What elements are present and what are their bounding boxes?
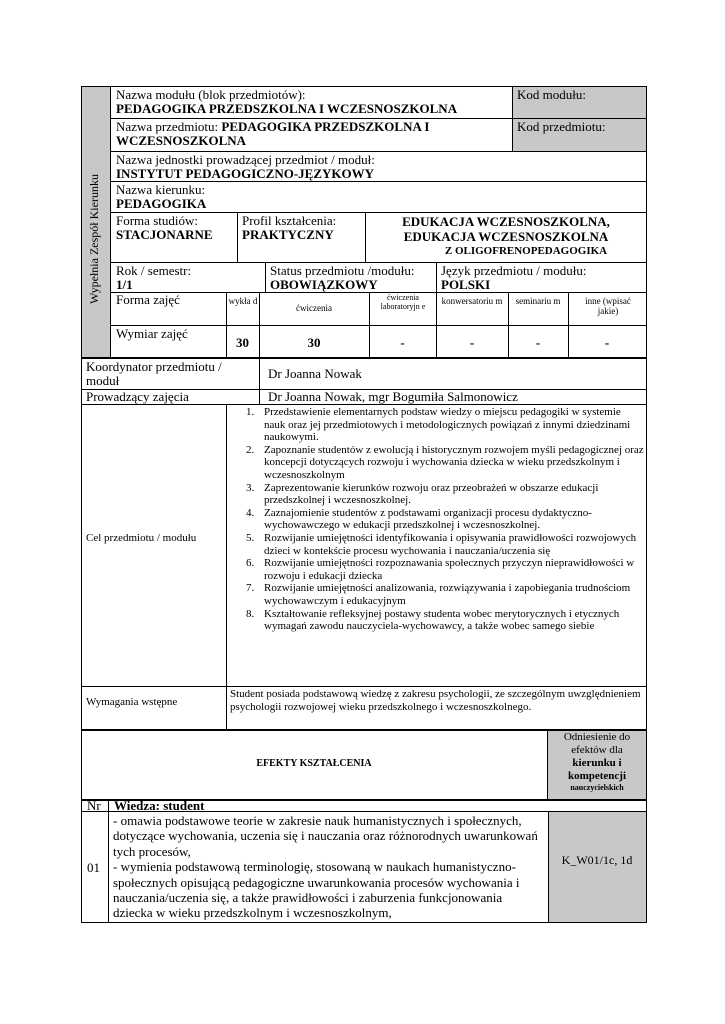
outcomes-ref-line3: kierunku i — [572, 757, 622, 769]
goal-number: 4. — [246, 506, 255, 519]
outcome-row-ref: K_W01/1c, 1d — [561, 854, 633, 867]
language-label: Język przedmiotu / modułu: — [441, 264, 587, 278]
module-cell — [116, 88, 510, 118]
year-label: Rok / semestr: — [116, 264, 192, 278]
hours-exercises: 30 — [307, 336, 321, 350]
coordinator-label: Koordynator przedmiotu / moduł — [86, 360, 222, 388]
goal-text: Rozwijanie umiejętności rozpoznawania społecznych przyczyn nieprawidłowości w rozwoju i edukacji dziecka — [264, 557, 635, 582]
class-form-label: Forma zajęć — [116, 293, 180, 307]
subject-label: Nazwa przedmiotu: — [116, 120, 219, 134]
year-cell — [116, 264, 264, 292]
goal-item — [230, 532, 644, 557]
class-form-conversation: konwersatoriu m — [441, 296, 503, 306]
profile-value: PRAKTYCZNY — [242, 227, 334, 242]
nr-label: Nr — [87, 799, 101, 812]
goal-number: 3. — [246, 481, 255, 494]
study-form-cell — [116, 214, 236, 260]
field-label: Nazwa kierunku: — [116, 183, 206, 197]
goals-label: Cel przedmiotu / modułu — [86, 532, 197, 544]
goal-item — [230, 582, 644, 607]
subject-cell — [116, 120, 510, 151]
goal-item — [230, 444, 644, 482]
unit-label: Nazwa jednostki prowadzącej przedmiot / moduł: — [116, 153, 375, 167]
goal-number: 8. — [246, 607, 255, 620]
outcomes-ref-line4: kompetencji — [567, 770, 627, 782]
goal-item — [230, 482, 644, 507]
goal-text: Kształtowanie refleksyjnej postawy studenta wobec merytorycznych i etycznych wymagań zawodu nauczyciela-wychowawcy, a także wobec samego siebie — [264, 607, 620, 633]
field-value: PEDAGOGIKA — [116, 196, 207, 211]
hours-lab: - — [400, 336, 405, 350]
knowledge-label: Wiedza: student — [114, 799, 205, 812]
hours-lecture: 30 — [236, 336, 249, 350]
module-value: PEDAGOGIKA PRZEDSZKOLNA I WCZESNOSZKOLNA — [116, 101, 458, 116]
goal-item — [230, 557, 644, 582]
outcomes-ref-line2: efektów dla — [571, 744, 623, 756]
study-form-label: Forma studiów: — [116, 214, 198, 228]
specialty-cell — [366, 214, 646, 262]
hours-other: - — [604, 336, 610, 350]
goal-text: Zapoznanie studentów z ewolucją i historycznym rozwojem myśli pedagogicznej oraz koncepcji dotyczących rozwoju i wychowania dziecka w wieku przedszkolnym i wczesnoszkolnym — [264, 443, 644, 481]
goal-number: 7. — [246, 582, 255, 595]
year-value: 1/1 — [116, 277, 133, 292]
vertical-side-label: Wypełnia Zespół Kierunku — [87, 174, 101, 304]
goal-number: 1. — [246, 406, 255, 418]
coordinator-value: Dr Joanna Nowak — [268, 367, 362, 381]
goal-item — [230, 507, 644, 532]
module-code-label: Kod modułu: — [517, 88, 586, 102]
status-value: OBOWIĄZKOWY — [270, 277, 378, 292]
goal-item — [230, 406, 644, 444]
prereq-value: Student posiada podstawową wiedzę z zakresu psychologii, ze szczególnym uwzględnieniem psychologii rozwojowej wieku przedszkolnego i wczesnoszkolnego. — [230, 688, 641, 713]
study-form-value: STACJONARNE — [116, 227, 213, 242]
outcome-row-text: - omawia podstawowe teorie w zakresie nauk humanistycznych i społecznych, dotyczące wychowania, uczenia się i nauczania oraz różnorodnych uwarunkowań tych procesów, - wymienia podstawową terminologię, stosowaną w naukach humanistyczno-społecznych opisującą pedagogiczne uwarunkowania procesów wychowania i nauczania/uczenia się, a także prawidłowości i zaburzenia funkcjonowania dziecka w wieku przedszkolnym i wczesnoszkolnym, — [113, 813, 538, 921]
goal-number: 5. — [246, 531, 255, 544]
hours-label: Wymiar zajęć — [116, 327, 188, 341]
goal-number: 2. — [246, 443, 255, 456]
unit-cell — [116, 153, 636, 181]
hours-conversation: - — [469, 336, 475, 350]
specialty-line2: EDUKACJA WCZESNOSZKOLNA — [403, 229, 609, 244]
class-form-lecture: wykła d — [228, 296, 258, 306]
outcomes-title: EFEKTY KSZTAŁCENIA — [256, 758, 372, 769]
subject-value-line1: PEDAGOGIKA PRZEDSZKOLNA I — [221, 120, 430, 134]
subject-code-label: Kod przedmiotu: — [517, 120, 606, 134]
module-label: Nazwa modułu (blok przedmiotów): — [116, 88, 306, 102]
class-form-seminar: seminariu m — [515, 296, 561, 306]
class-form-lab: ćwiczenia laboratoryjn e — [380, 293, 426, 311]
goal-text: Rozwijanie umiejętności identyfikowania i opisywania prawidłowości rozwojowych dzieci w kontekście procesu wychowania i nauczania/uczenia się — [264, 531, 637, 557]
field-cell — [116, 183, 636, 212]
goal-number: 6. — [246, 557, 255, 570]
goal-text: Rozwijanie umiejętności analizowania, rozwiązywania i zapobiegania trudnościom wychowawczym i edukacyjnym — [264, 582, 631, 607]
specialty-line1: EDUKACJA WCZESNOSZKOLNA, — [402, 214, 610, 229]
row1-ref-background — [548, 812, 646, 922]
class-form-exercises: ćwiczenia — [296, 303, 332, 313]
class-form-other: inne (wpisać jakie) — [585, 296, 631, 316]
goal-text: Zaznajomienie studentów z podstawami organizacji procesu dydaktyczno-wychowawczego w edukacji przedszkolnej i wczesnoszkolnej. — [264, 506, 592, 532]
teachers-value: Dr Joanna Nowak, mgr Bogumiła Salmonowicz — [268, 390, 518, 404]
outcomes-ref-header — [548, 731, 646, 799]
hours-seminar: - — [535, 336, 541, 350]
goal-item — [230, 608, 644, 633]
language-cell — [441, 264, 645, 292]
specialty-line3: Z OLIGOFRENOPEDAGOGIKA — [444, 245, 608, 257]
language-value: POLSKI — [441, 277, 491, 292]
goal-text: Przedstawienie elementarnych podstaw wiedzy o miejscu pedagogiki w systemie nauk oraz jej przedmiotowych i metodologicznych powiązań z innymi dziedzinami naukowymi. — [264, 406, 631, 444]
outcome-row-nr: 01 — [87, 861, 100, 875]
subject-value-line2: WCZESNOSZKOLNA — [116, 133, 247, 148]
goals-list — [230, 406, 644, 686]
status-cell — [270, 264, 435, 292]
status-label: Status przedmiotu /modułu: — [270, 264, 415, 278]
teachers-label: Prowadzący zajęcia — [86, 390, 189, 404]
goal-text: Zaprezentowanie kierunków rozwoju oraz przeobrażeń w obszarze edukacji przedszkolnej i wczesnoszkolnej. — [264, 481, 599, 507]
outcomes-ref-line1: Odniesienie do — [563, 731, 631, 743]
profile-cell — [242, 214, 364, 260]
unit-value: INSTYTUT PEDAGOGICZNO-JĘZYKOWY — [116, 166, 374, 181]
profile-label: Profil kształcenia: — [242, 214, 337, 228]
prereq-label: Wymagania wstępne — [86, 696, 178, 708]
outcomes-ref-line5: nauczycielskich — [570, 783, 624, 792]
